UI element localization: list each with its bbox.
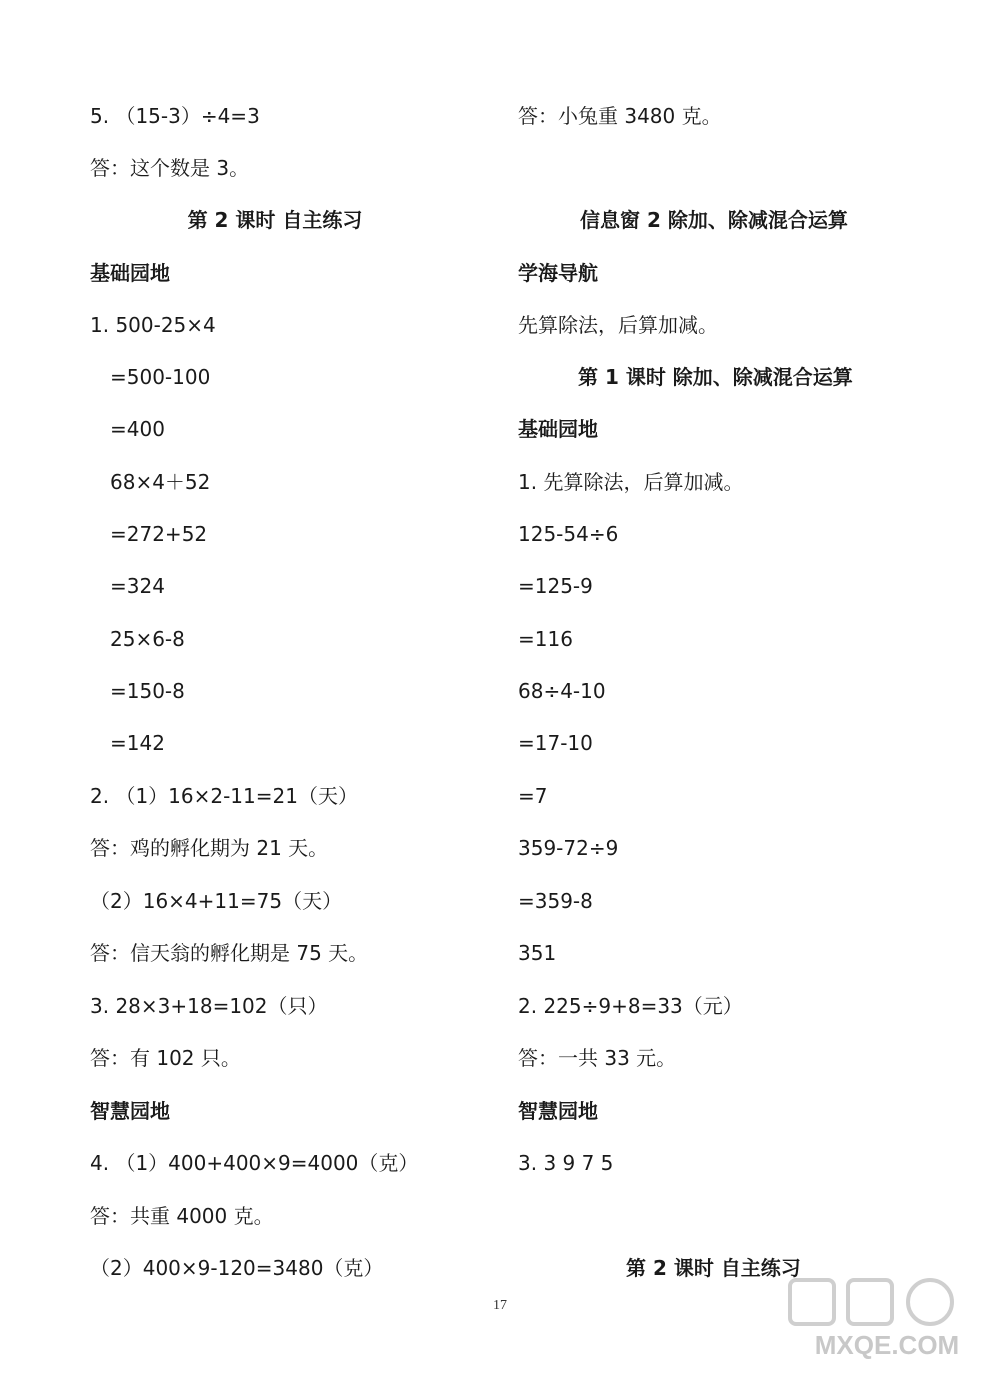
answer-line: 3. 28×3+18=102（只） xyxy=(90,994,328,1018)
answer-line: =150-8 xyxy=(110,679,185,703)
answer-line: 2. 225÷9+8=33（元） xyxy=(518,994,743,1018)
answer-line: 359-72÷9 xyxy=(518,836,619,860)
lesson-heading: 第 2 课时 自主练习 xyxy=(187,208,363,232)
answer-line: =116 xyxy=(518,627,573,651)
lesson-heading: 第 1 课时 除加、除减混合运算 xyxy=(578,365,853,389)
page-number: 17 xyxy=(493,1298,507,1313)
answer-line: 3. 3 9 7 5 xyxy=(518,1151,614,1175)
answer-line: =500-100 xyxy=(110,365,211,389)
lesson-heading: 第 2 课时 自主练习 xyxy=(626,1256,801,1280)
watermark-logo xyxy=(782,1274,992,1364)
section-heading: 基础园地 xyxy=(518,417,598,441)
answer-line: =359-8 xyxy=(518,889,593,913)
answer-line: =400 xyxy=(110,417,165,441)
answer-line: 答：鸡的孵化期为 21 天。 xyxy=(90,836,329,860)
answer-line: =142 xyxy=(110,731,165,755)
answer-line: 答：一共 33 元。 xyxy=(518,1046,677,1070)
answer-line: 5. （15-3）÷4=3 xyxy=(90,104,260,128)
watermark-url: MXQE.COM xyxy=(814,1330,960,1360)
section-heading: 学海导航 xyxy=(518,261,598,285)
answer-line: 先算除法，后算加减。 xyxy=(518,313,718,337)
section-heading: 基础园地 xyxy=(90,261,170,285)
answer-line: 25×6-8 xyxy=(110,627,185,651)
answer-line: =272+52 xyxy=(110,522,208,546)
answer-line: 答：有 102 只。 xyxy=(90,1046,241,1070)
answer-line: （2）16×4+11=75（天） xyxy=(90,889,343,913)
answer-line: =17-10 xyxy=(518,731,593,755)
answer-line: 68×4＋52 xyxy=(110,470,211,494)
answer-line: 4. （1）400+400×9=4000（克） xyxy=(90,1151,419,1175)
answer-line: 答：这个数是 3。 xyxy=(90,156,250,180)
watermark-logo-icon xyxy=(782,1274,992,1364)
answer-line: 1. 500-25×4 xyxy=(90,313,216,337)
answer-line: =324 xyxy=(110,574,165,598)
section-heading: 智慧园地 xyxy=(518,1099,598,1123)
answer-line: =125-9 xyxy=(518,574,593,598)
answer-line: 答：信天翁的孵化期是 75 天。 xyxy=(90,941,369,965)
answer-line: （2）400×9-120=3480（克） xyxy=(90,1256,384,1280)
answer-line: 68÷4-10 xyxy=(518,679,606,703)
section-heading: 智慧园地 xyxy=(90,1099,170,1123)
section-title: 信息窗 2 除加、除减混合运算 xyxy=(580,208,848,232)
answer-line: 2. （1）16×2-11=21（天） xyxy=(90,784,358,808)
answer-line: =7 xyxy=(518,784,548,808)
answer-line: 答：小兔重 3480 克。 xyxy=(518,104,722,128)
answer-line: 351 xyxy=(518,941,557,965)
answer-line: 答：共重 4000 克。 xyxy=(90,1204,274,1228)
answer-line: 125-54÷6 xyxy=(518,522,619,546)
answer-line: 1. 先算除法，后算加减。 xyxy=(518,470,744,494)
